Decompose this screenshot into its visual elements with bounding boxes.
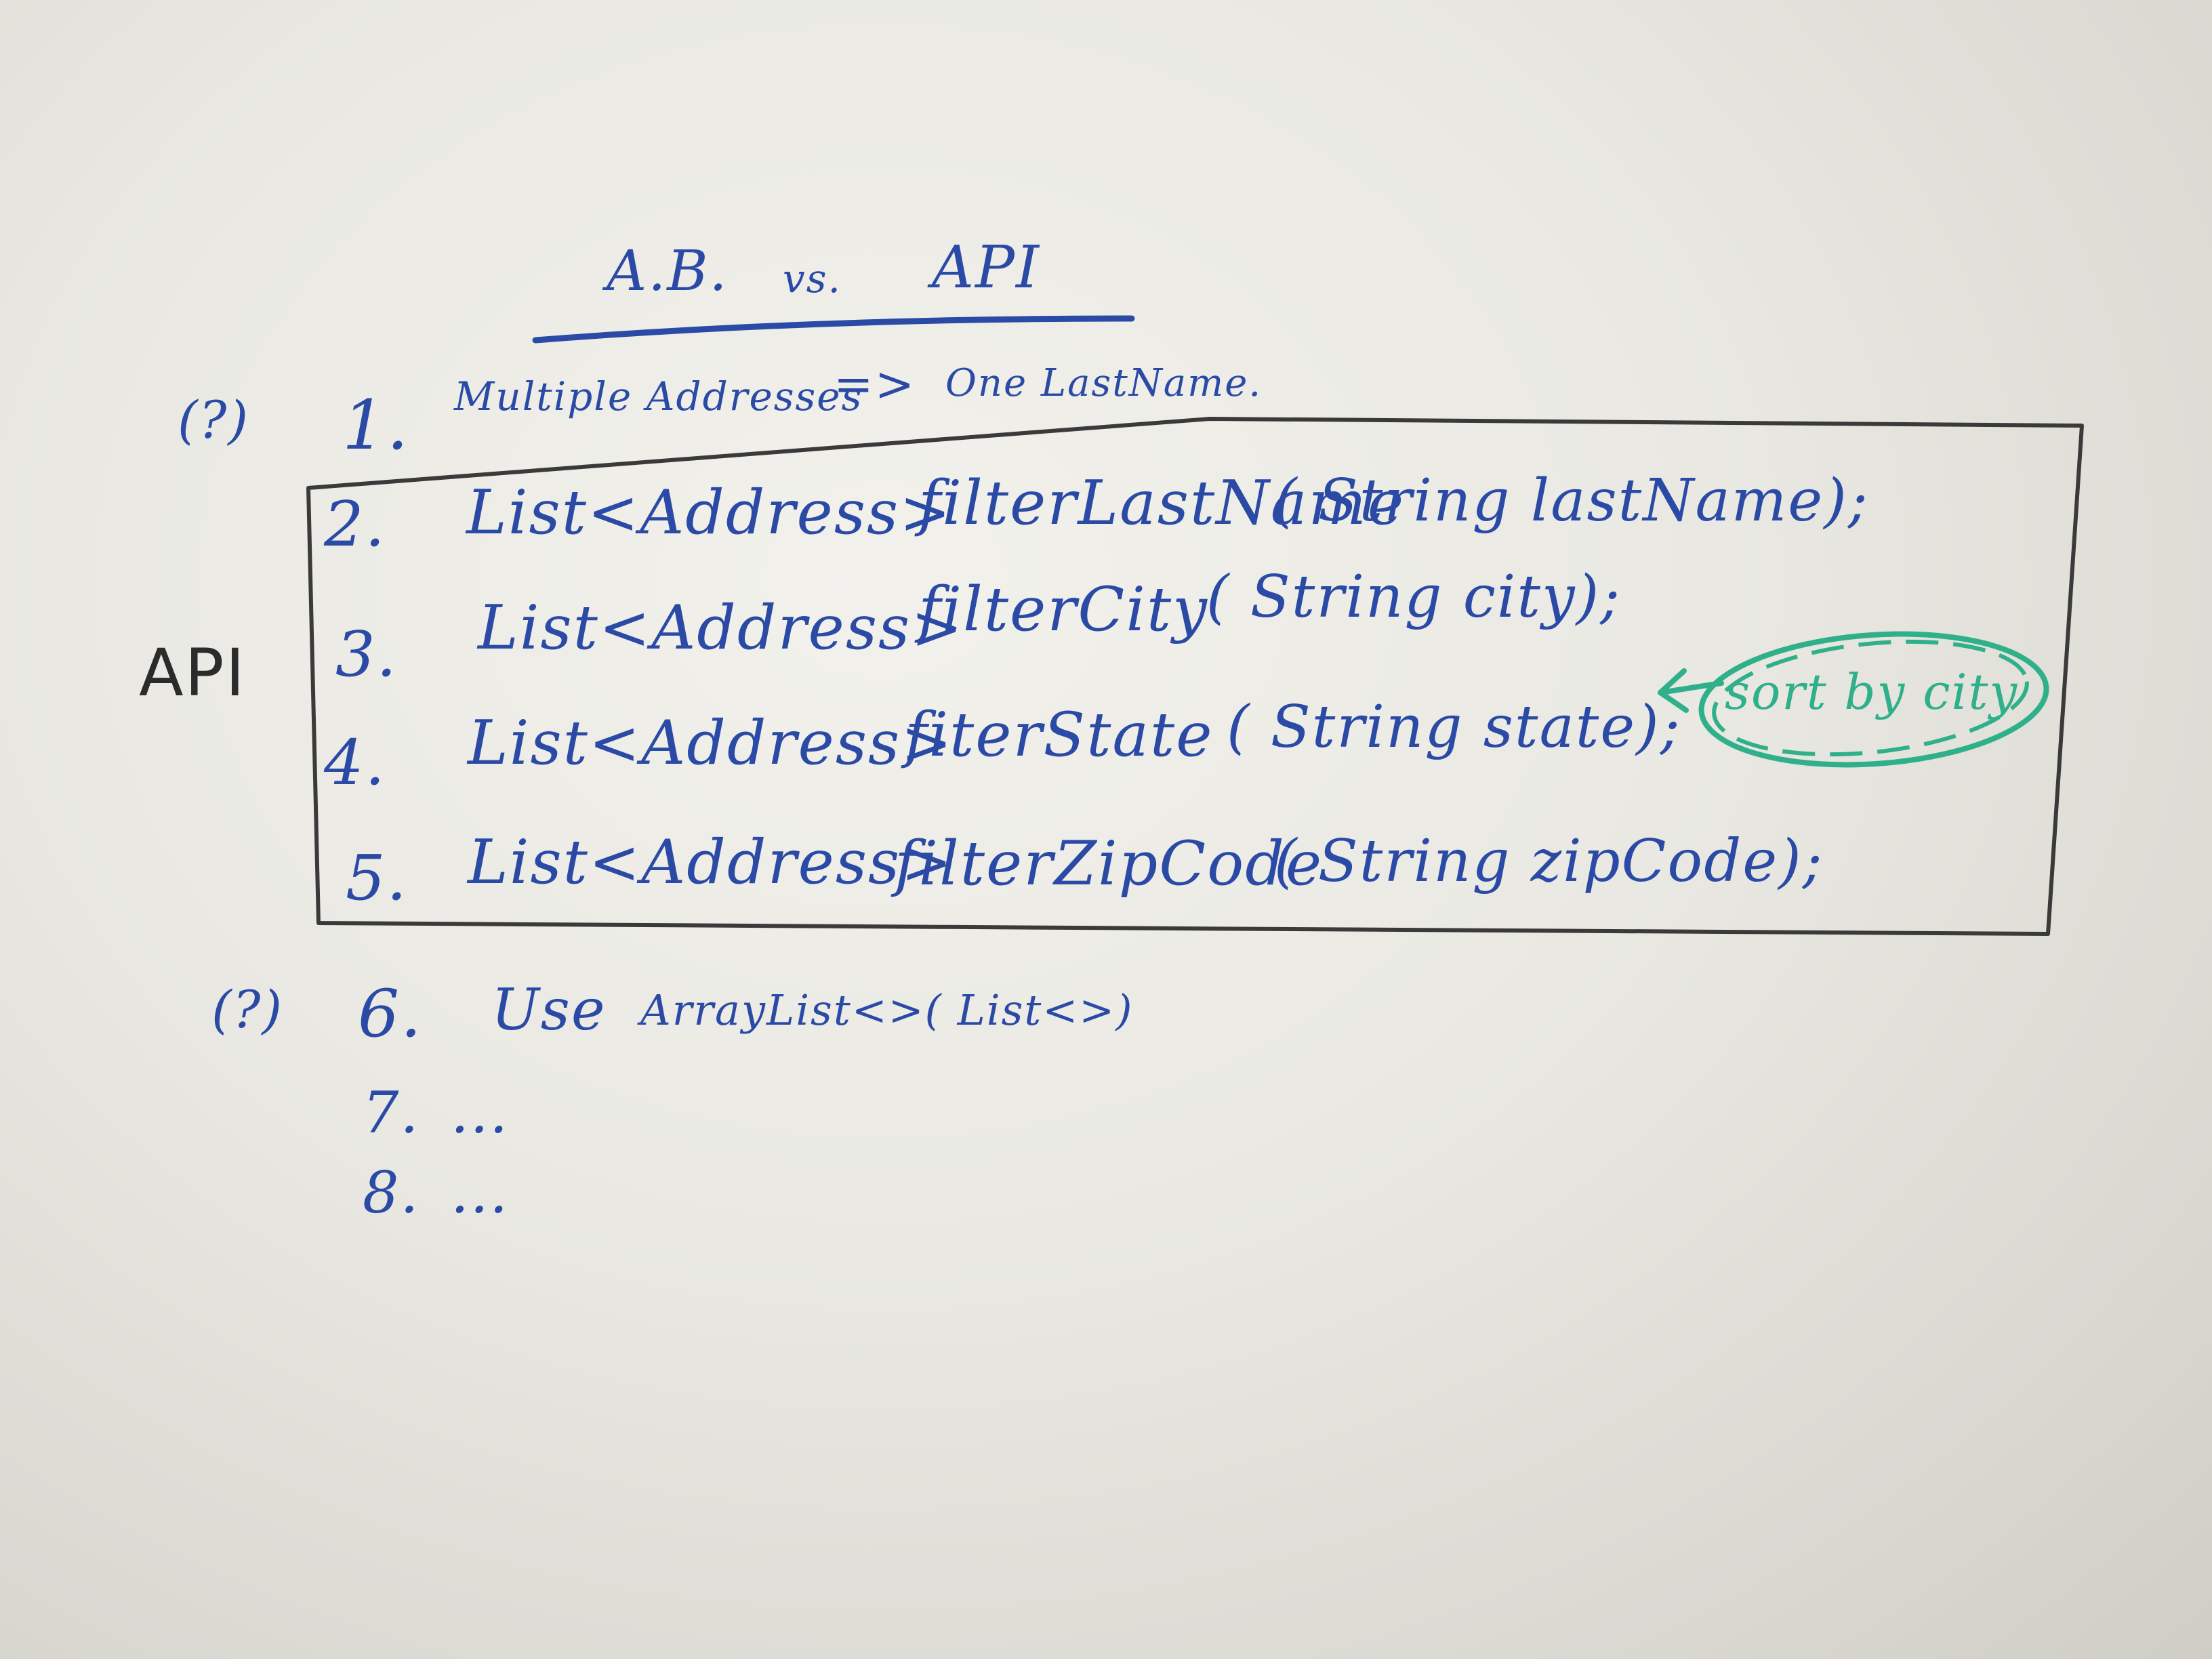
title-underline (535, 319, 1132, 340)
item-7-text: ... (451, 1080, 510, 1146)
item-7-number: 7. (363, 1080, 420, 1146)
sort-by-city-note: sort by city (1725, 663, 2019, 720)
api-side-label: API (139, 635, 246, 711)
item-2-number: 2. (324, 488, 386, 560)
item-1-number: 1. (342, 386, 410, 465)
title-right: API (932, 234, 1040, 302)
item-6-number: 6. (358, 976, 423, 1052)
item-2-return-type: List<Address> (466, 477, 952, 548)
item-5-number: 5. (346, 842, 408, 914)
item-1-marker: (?) (178, 390, 250, 450)
item-6-marker: (?) (211, 979, 284, 1040)
item-5-params: ( String zipCode); (1274, 827, 1824, 895)
item-3-return-type: List<Address> (478, 592, 964, 663)
item-3-params: ( String city); (1206, 563, 1622, 631)
item-3-method: filterCity (918, 574, 1208, 645)
item-4-method: fiterState (905, 699, 1214, 771)
item-3-number: 3. (335, 618, 398, 691)
item-2-method: filterLastName (918, 468, 1406, 539)
title-left: A.B. (607, 239, 729, 304)
item-5-method: filterZipCode (895, 828, 1324, 899)
item-4-params: ( String state); (1227, 693, 1681, 761)
item-8-number: 8. (363, 1160, 420, 1226)
item-4-number: 4. (324, 726, 386, 799)
title-vs: vs. (783, 255, 842, 302)
item-6-detail: ArrayList<>( List<>) (640, 985, 1134, 1035)
item-2-params: ( String lastName); (1274, 467, 1869, 535)
item-6-text: Use (491, 977, 607, 1043)
item-1-text: Multiple Addresses (454, 373, 863, 419)
item-5-return-type: List<Address> (468, 827, 954, 898)
item-1-arrow: => (834, 356, 916, 412)
item-8-text: ... (451, 1160, 510, 1226)
item-1-result: One LastName. (945, 361, 1263, 405)
item-4-return-type: List<Address> (468, 708, 954, 779)
